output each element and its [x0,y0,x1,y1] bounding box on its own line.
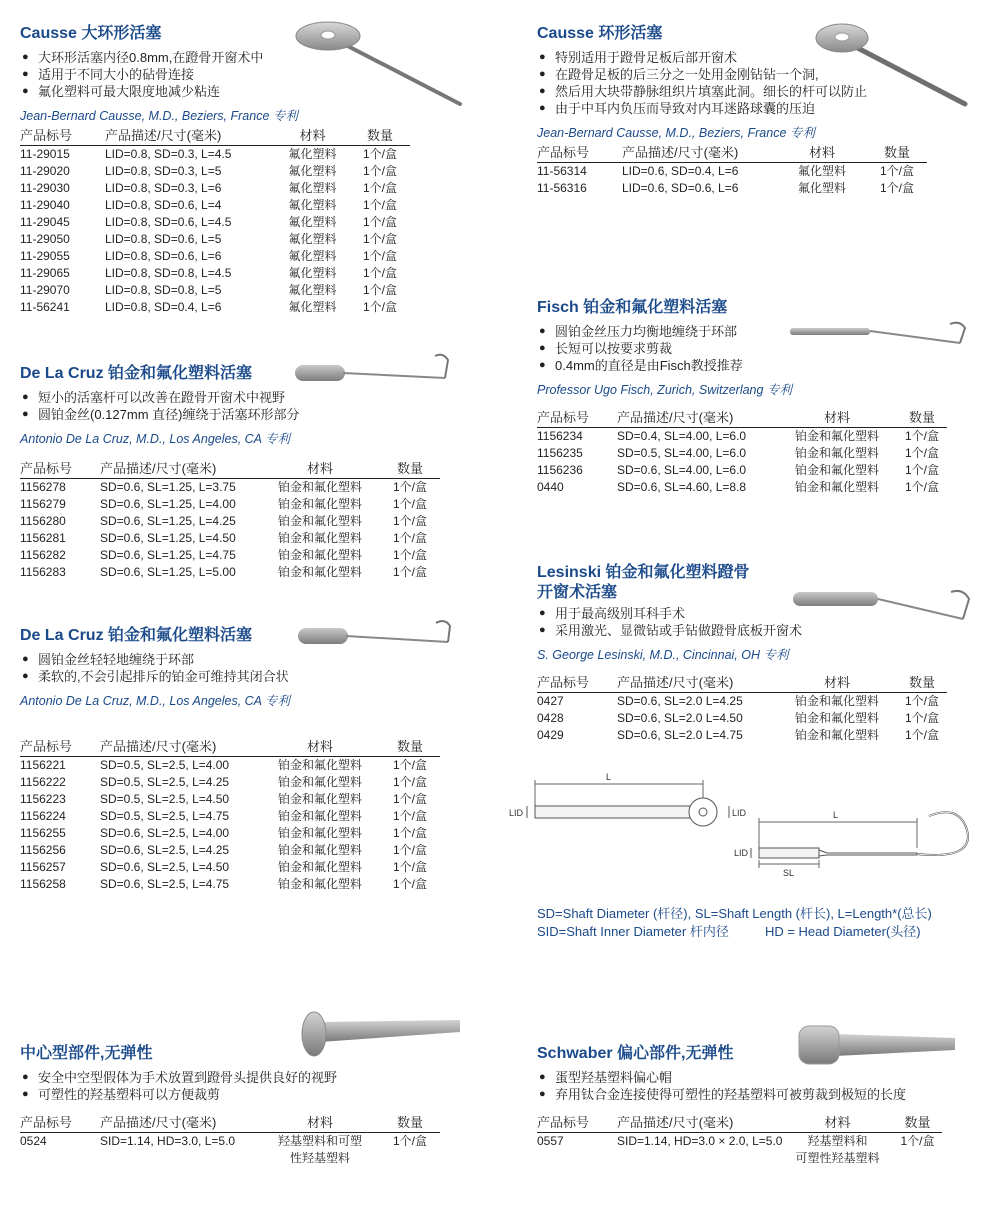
product-code: 11-29020 [20,164,70,178]
patent-credit: Jean-Bernard Causse, M.D., Beziers, France 专利 [537,126,815,140]
patent-credit: Jean-Bernard Causse, M.D., Beziers, France 专利 [20,109,298,123]
product-code: 11-29015 [20,147,70,161]
header-description: 产品描述/尺寸(毫米) [100,461,260,479]
header-description: 产品描述/尺寸(毫米) [622,145,777,163]
center-type-part-image [300,1008,465,1068]
product-code: 1156255 [20,826,66,840]
product-material: 铂金和氟化塑料 [794,711,879,725]
product-table [20,461,440,581]
header-material: 材料 [260,1115,380,1133]
header-material: 材料 [777,145,867,163]
table-row [20,530,440,547]
table-row [20,825,440,842]
product-quantity: 1个/盒 [362,249,397,263]
product-material: 铂金和氟化塑料 [277,843,362,857]
product-material: 氟化塑料 [288,232,337,246]
product-description: SD=0.6, SL=1.25, L=4.25 [100,514,236,528]
section-title: De La Cruz 铂金和氟化塑料活塞 [20,627,253,644]
product-description: SD=0.6, SL=1.25, L=3.75 [100,480,236,494]
table-header-row [20,1115,440,1133]
bullet-item: ● 在蹬骨足板的后三分之一处用金刚钻钻一个洞, [537,66,977,83]
product-quantity: 1个/盒 [362,300,397,314]
product-description: LID=0.8, SD=0.8, L=5 [105,283,222,297]
product-material: 羟基塑料和可塑 性羟基塑料 [277,1134,362,1165]
product-description: LID=0.8, SD=0.6, L=4 [105,198,222,212]
product-code: 1156235 [537,446,583,460]
product-quantity: 1个/盒 [904,694,939,708]
product-description: SD=0.6, SL=1.25, L=4.50 [100,531,236,545]
causse-large-ring-piston-image [290,18,465,128]
product-material: 氟化塑料 [288,249,337,263]
product-quantity: 1个/盒 [904,463,939,477]
product-code: 1156224 [20,809,66,823]
product-material: 铂金和氟化塑料 [277,809,362,823]
product-description: SD=0.6, SL=2.5, L=4.00 [100,826,230,840]
product-code: 0428 [537,711,564,725]
product-description: SD=0.6, SL=2.0 L=4.75 [617,728,743,742]
table-row [20,808,440,825]
table-header-row [537,145,927,163]
product-material: 铂金和氟化塑料 [277,514,362,528]
table-header-row [537,1115,942,1133]
header-product-code: 产品标号 [537,145,622,163]
legend-line-1: SD=Shaft Diameter (杆径), SL=Shaft Length (杆长), L=Length*(总长) [537,906,932,921]
table-header-row [20,739,440,757]
product-material: 氟化塑料 [288,181,337,195]
product-quantity: 1个/盒 [392,843,427,857]
product-quantity: 1个/盒 [362,215,397,229]
table-row [20,299,410,316]
table-row [20,231,410,248]
table-row [20,197,410,214]
product-description: LID=0.8, SD=0.6, L=6 [105,249,222,263]
product-material: 铂金和氟化塑料 [277,758,362,772]
product-quantity: 1个/盒 [362,232,397,246]
bullet-item: ● 氟化塑料可最大限度地减少粘连 [20,83,440,100]
header-quantity: 数量 [380,739,440,757]
bullet-list [20,1069,440,1103]
section-title: Causse 环形活塞 [537,25,663,42]
diagram-label-lid-2: LID [732,808,747,818]
header-product-code: 产品标号 [537,1115,617,1133]
table-row [20,214,410,231]
product-material: 氟化塑料 [797,164,846,178]
product-code: 1156223 [20,792,66,806]
product-description: LID=0.6, SD=0.6, L=6 [622,181,739,195]
product-description: LID=0.8, SD=0.6, L=4.5 [105,215,232,229]
product-quantity: 1个/盒 [362,198,397,212]
product-quantity: 1个/盒 [362,266,397,280]
diagram-label-l-1: L [606,772,612,782]
table-row [537,479,947,496]
diagram-label-sl: SL [783,868,795,878]
product-material: 氟化塑料 [288,283,337,297]
table-header-row [20,461,440,479]
legend-line-2: SID=Shaft Inner Diameter 杆内径 HD = Head Diameter(头径) [537,924,921,939]
table-row [20,496,440,513]
product-code: 11-56241 [20,300,70,314]
header-quantity: 数量 [897,675,947,693]
product-table [20,739,440,893]
product-description: SID=1.14, HD=3.0, L=5.0 [100,1134,236,1148]
product-material: 氟化塑料 [797,181,846,195]
header-description: 产品描述/尺寸(毫米) [617,675,777,693]
header-description: 产品描述/尺寸(毫米) [617,410,777,428]
product-quantity: 1个/盒 [392,548,427,562]
product-material: 铂金和氟化塑料 [277,860,362,874]
bullet-item: ● 可塑性的羟基塑料可以方便裁剪 [20,1086,440,1103]
patent-credit: Antonio De La Cruz, M.D., Los Angeles, CA 专利 [20,694,291,708]
product-description: LID=0.6, SD=0.4, L=6 [622,164,739,178]
product-code: 11-29050 [20,232,70,246]
product-material: 铂金和氟化塑料 [794,429,879,443]
table-row [537,462,947,479]
product-quantity: 1个/盒 [904,480,939,494]
bullet-item: ● 圆铂金丝压力均衡地缠绕于环部 [537,323,977,340]
table-row [20,842,440,859]
product-code: 1156258 [20,877,66,891]
patent-credit: Professor Ugo Fisch, Zurich, Switzerlang 专利 [537,383,792,397]
product-material: 铂金和氟化塑料 [277,497,362,511]
product-quantity: 1个/盒 [392,826,427,840]
product-code: 11-29070 [20,283,70,297]
product-material: 氟化塑料 [288,300,337,314]
product-description: SD=0.4, SL=4.00, L=6.0 [617,429,747,443]
product-code: 1156279 [20,497,66,511]
product-quantity: 1个/盒 [392,514,427,528]
header-description: 产品描述/尺寸(毫米) [105,128,275,146]
product-description: SD=0.5, SL=4.00, L=6.0 [617,446,747,460]
bullet-item: ● 大环形活塞内径0.8mm,在蹬骨开窗术中 [20,49,440,66]
product-material: 氟化塑料 [288,164,337,178]
table-row [20,859,440,876]
product-material: 铂金和氟化塑料 [794,446,879,460]
table-row [537,445,947,462]
bullet-item: ● 然后用大块带静脉组织片填塞此洞。细长的杆可以防止 [537,83,977,100]
product-code: 1156234 [537,429,583,443]
table-row [20,146,410,164]
de-la-cruz-piston-image-1 [295,350,465,400]
bullet-item: ● 圆铂金丝轻轻地缠绕于环部 [20,651,450,668]
product-description: SD=0.6, SL=2.0 L=4.25 [617,694,743,708]
product-quantity: 1个/盒 [904,711,939,725]
product-quantity: 1个/盒 [879,164,914,178]
piston-dimension-diagram [505,770,975,895]
header-material: 材料 [777,410,897,428]
table-row [20,180,410,197]
product-code: 1156257 [20,860,66,874]
header-product-code: 产品标号 [20,128,105,146]
product-description: SD=0.5, SL=2.5, L=4.00 [100,758,230,772]
product-table [20,1115,440,1167]
product-table [537,675,947,744]
table-row [20,248,410,265]
product-code: 1156282 [20,548,66,562]
product-code: 1156280 [20,514,66,528]
header-quantity: 数量 [350,128,410,146]
patent-credit: S. George Lesinski, M.D., Cincinnai, OH 专利 [537,648,789,662]
product-code: 0429 [537,728,564,742]
header-product-code: 产品标号 [20,739,100,757]
product-code: 11-56314 [537,164,587,178]
product-quantity: 1个/盒 [392,531,427,545]
header-description: 产品描述/尺寸(毫米) [100,739,260,757]
product-quantity: 1个/盒 [392,565,427,579]
section-title: Schwaber 偏心部件,无弹性 [537,1045,734,1062]
table-header-row [537,410,947,428]
product-description: SD=0.5, SL=2.5, L=4.50 [100,792,230,806]
table-row [20,265,410,282]
table-row [20,791,440,808]
product-description: SD=0.6, SL=2.5, L=4.50 [100,860,230,874]
header-material: 材料 [260,739,380,757]
product-description: LID=0.8, SD=0.4, L=6 [105,300,222,314]
bullet-item: ● 柔软的,不会引起排斥的铂金可维持其闭合状 [20,668,450,685]
product-material: 氟化塑料 [288,215,337,229]
bullet-item: ● 0.4mm的直径是由Fisch教授推荐 [537,357,977,374]
section-title-line1: Lesinski 铂金和氟化塑料蹬骨 [537,564,750,581]
table-row [537,428,947,446]
table-row [537,1133,942,1168]
header-product-code: 产品标号 [20,461,100,479]
product-description: LID=0.8, SD=0.3, L=4.5 [105,147,232,161]
product-quantity: 1个/盒 [362,147,397,161]
product-quantity: 1个/盒 [362,283,397,297]
table-row [537,163,927,181]
section-title: Causse 大环形活塞 [20,25,162,42]
bullet-item: ● 特别适用于蹬骨足板后部开窗术 [537,49,977,66]
table-header-row [20,128,410,146]
product-material: 氟化塑料 [288,266,337,280]
diagram-label-lid-1: LID [509,808,524,818]
product-quantity: 1个/盒 [392,497,427,511]
table-row [20,757,440,775]
table-header-row [537,675,947,693]
bullet-item: ● 安全中空型假体为手术放置到蹬骨头提供良好的视野 [20,1069,440,1086]
table-row [20,513,440,530]
bullet-item: ● 弃用钛合金连接使得可塑性的羟基塑料可被剪裁到极短的长度 [537,1086,977,1103]
product-material: 铂金和氟化塑料 [277,792,362,806]
product-material: 氟化塑料 [288,198,337,212]
product-material: 铂金和氟化塑料 [277,480,362,494]
header-material: 材料 [275,128,350,146]
product-description: SD=0.6, SL=1.25, L=4.75 [100,548,236,562]
product-code: 1156278 [20,480,66,494]
product-code: 1156281 [20,531,66,545]
product-code: 11-56316 [537,181,587,195]
product-material: 铂金和氟化塑料 [277,548,362,562]
table-row [537,727,947,744]
schwaber-part-image [795,1022,960,1072]
product-description: SD=0.6, SL=4.00, L=6.0 [617,463,747,477]
abbreviation-legend [537,905,977,941]
section-title: De La Cruz 铂金和氟化塑料活塞 [20,365,253,382]
header-quantity: 数量 [867,145,927,163]
product-quantity: 1个/盒 [879,181,914,195]
product-material: 铂金和氟化塑料 [794,694,879,708]
product-code: 11-29065 [20,266,70,280]
product-quantity: 1个/盒 [904,429,939,443]
table-row [20,163,410,180]
product-table [537,1115,942,1167]
table-row [20,564,440,581]
header-product-code: 产品标号 [20,1115,100,1133]
product-material: 铂金和氟化塑料 [277,565,362,579]
product-code: 1156236 [537,463,583,477]
product-code: 11-29030 [20,181,70,195]
product-code: 1156256 [20,843,66,857]
patent-credit: Antonio De La Cruz, M.D., Los Angeles, CA 专利 [20,432,291,446]
product-description: SD=0.6, SL=2.5, L=4.75 [100,877,230,891]
fisch-piston-image [790,318,975,363]
header-quantity: 数量 [897,410,947,428]
product-description: SD=0.6, SL=1.25, L=5.00 [100,565,236,579]
product-code: 11-29040 [20,198,70,212]
bullet-item: ● 用于最高级别耳科手术 [537,605,977,622]
table-row [20,876,440,893]
product-code: 1156221 [20,758,66,772]
product-material: 铂金和氟化塑料 [277,877,362,891]
product-code: 11-29055 [20,249,70,263]
product-quantity: 1个/盒 [362,164,397,178]
header-description: 产品描述/尺寸(毫米) [617,1115,782,1133]
bullet-list [537,1069,977,1103]
header-description: 产品描述/尺寸(毫米) [100,1115,260,1133]
product-code: 0440 [537,480,564,494]
product-description: SD=0.6, SL=4.60, L=8.8 [617,480,747,494]
product-description: LID=0.8, SD=0.8, L=4.5 [105,266,232,280]
product-material: 氟化塑料 [288,147,337,161]
product-code: 1156283 [20,565,66,579]
product-code: 0524 [20,1134,47,1148]
product-code: 0557 [537,1134,564,1148]
product-material: 铂金和氟化塑料 [794,480,879,494]
table-row [20,547,440,564]
bullet-item: ● 圆铂金丝(0.127mm 直径)缠绕于活塞环形部分 [20,406,450,423]
bullet-item: ● 长短可以按要求剪裁 [537,340,977,357]
bullet-item: ● 短小的活塞杆可以改善在蹬骨开窗术中视野 [20,389,450,406]
product-description: SD=0.6, SL=1.25, L=4.00 [100,497,236,511]
product-table [20,128,410,316]
header-product-code: 产品标号 [537,410,617,428]
product-quantity: 1个/盒 [392,480,427,494]
table-row [20,479,440,497]
table-row [20,1133,440,1168]
causse-ring-piston-image [810,16,975,111]
product-code: 0427 [537,694,564,708]
product-quantity: 1个/盒 [392,775,427,789]
bullet-item: ● 适用于不同大小的砧骨连接 [20,66,440,83]
section-title: 中心型部件,无弹性 [20,1045,153,1062]
product-material: 铂金和氟化塑料 [277,775,362,789]
product-table [537,145,927,197]
header-quantity: 数量 [380,461,440,479]
product-material: 铂金和氟化塑料 [277,531,362,545]
bullet-item: ● 采用激光、显微钻或手钻做蹬骨底板开窗术 [537,622,977,639]
product-material: 羟基塑料和 可塑性羟基塑料 [795,1134,880,1165]
product-description: SD=0.5, SL=2.5, L=4.75 [100,809,230,823]
product-code: 11-29045 [20,215,70,229]
header-quantity: 数量 [380,1115,440,1133]
header-material: 材料 [260,461,380,479]
product-quantity: 1个/盒 [392,758,427,772]
product-code: 1156222 [20,775,66,789]
product-quantity: 1个/盒 [904,446,939,460]
table-row [537,710,947,727]
de-la-cruz-piston-image-2 [298,620,468,670]
product-description: SD=0.6, SL=2.0 L=4.50 [617,711,743,725]
product-quantity: 1个/盒 [904,728,939,742]
product-table [537,410,947,496]
table-row [537,693,947,711]
product-quantity: 1个/盒 [362,181,397,195]
product-quantity: 1个/盒 [392,809,427,823]
product-quantity: 1个/盒 [392,860,427,874]
table-row [20,282,410,299]
product-description: LID=0.8, SD=0.3, L=5 [105,164,222,178]
product-quantity: 1个/盒 [392,792,427,806]
header-product-code: 产品标号 [537,675,617,693]
product-quantity: 1个/盒 [392,1134,427,1148]
product-quantity: 1个/盒 [900,1134,935,1148]
section-title-line2: 开窗术活塞 [537,584,618,601]
bullet-item: ● 由于中耳内负压而导致对内耳迷路球囊的压迫 [537,100,977,117]
product-material: 铂金和氟化塑料 [794,463,879,477]
product-description: SID=1.14, HD=3.0 × 2.0, L=5.0 [617,1134,783,1148]
lesinski-piston-image [793,584,975,639]
product-material: 铂金和氟化塑料 [277,826,362,840]
diagram-label-lid-3: LID [734,848,749,858]
section-title: Fisch 铂金和氟化塑料活塞 [537,299,728,316]
diagram-label-l-2: L [833,810,839,820]
product-quantity: 1个/盒 [392,877,427,891]
header-material: 材料 [777,675,897,693]
header-quantity: 数量 [892,1115,942,1133]
table-row [537,180,927,197]
product-description: SD=0.5, SL=2.5, L=4.25 [100,775,230,789]
table-row [20,774,440,791]
product-description: SD=0.6, SL=2.5, L=4.25 [100,843,230,857]
product-material: 铂金和氟化塑料 [794,728,879,742]
bullet-item: ● 蛋型羟基塑料偏心帽 [537,1069,977,1086]
product-description: LID=0.8, SD=0.6, L=5 [105,232,222,246]
product-description: LID=0.8, SD=0.3, L=6 [105,181,222,195]
header-material: 材料 [782,1115,892,1133]
